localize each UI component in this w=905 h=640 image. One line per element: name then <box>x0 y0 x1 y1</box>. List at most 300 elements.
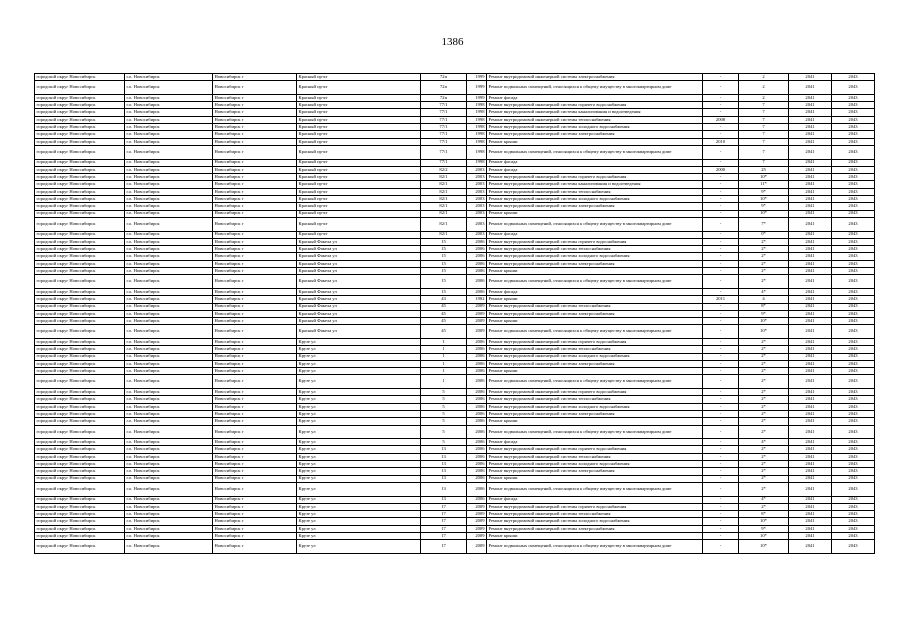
cell-street: Красный пр-кт <box>297 174 421 181</box>
cell-street: Красный пр-кт <box>297 94 421 101</box>
cell-start-year: 2041 <box>789 525 832 532</box>
cell-number: 7 <box>739 109 789 116</box>
table-row <box>35 518 875 525</box>
cell-work-type: Ремонт подвальных помещений, относящихся к общему имуществу в многоквартирном доме <box>487 540 703 554</box>
cell-number: 2* <box>739 253 789 260</box>
cell-house: 77/1 <box>421 124 467 131</box>
cell-year: 1998 <box>467 124 487 131</box>
cell-house: 82/1 <box>421 231 467 238</box>
cell-municipality: г.о. Новосибирск <box>125 318 213 325</box>
cell-house: 77/1 <box>421 159 467 166</box>
cell-municipality: г.о. Новосибирск <box>125 482 213 496</box>
cell-end-year: 2043 <box>832 102 875 109</box>
cell-street: Красный Факела ул <box>297 318 421 325</box>
cell-previous-repair: - <box>703 461 739 468</box>
cell-previous-repair: - <box>703 275 739 289</box>
cell-municipality: г.о. Новосибирск <box>125 375 213 389</box>
cell-previous-repair: - <box>703 210 739 217</box>
cell-work-type: Ремонт внутридомовой инженерной системы холодного водоснабжения <box>487 124 703 131</box>
cell-start-year: 2041 <box>789 410 832 417</box>
cell-start-year: 2041 <box>789 231 832 238</box>
cell-work-type: Ремонт крыши <box>487 138 703 145</box>
cell-start-year: 2041 <box>789 288 832 295</box>
cell-start-year: 2041 <box>789 540 832 554</box>
cell-municipality: г.о. Новосибирск <box>125 518 213 525</box>
cell-locality: Новосибирск г <box>213 303 297 310</box>
cell-street: Крузе ул <box>297 518 421 525</box>
cell-previous-repair: - <box>703 496 739 503</box>
cell-locality: Новосибирск г <box>213 94 297 101</box>
cell-municipality: г.о. Новосибирск <box>125 475 213 482</box>
cell-number: 2* <box>739 410 789 417</box>
cell-municipality: г.о. Новосибирск <box>125 196 213 203</box>
cell-house: 77/1 <box>421 145 467 159</box>
cell-year: 2009 <box>467 303 487 310</box>
cell-street: Красный пр-кт <box>297 217 421 231</box>
cell-municipality: г.о. Новосибирск <box>125 403 213 410</box>
cell-previous-repair: - <box>703 518 739 525</box>
cell-end-year: 2043 <box>832 533 875 540</box>
cell-year: 2003 <box>467 174 487 181</box>
cell-house: 5 <box>421 439 467 446</box>
cell-previous-repair: - <box>703 94 739 101</box>
cell-number: 2* <box>739 238 789 245</box>
cell-start-year: 2041 <box>789 338 832 345</box>
table-row <box>35 353 875 360</box>
cell-work-type: Ремонт внутридомовой инженерной системы электроснабжения <box>487 131 703 138</box>
table-row <box>35 231 875 238</box>
cell-previous-repair: - <box>703 131 739 138</box>
cell-work-type: Ремонт внутридомовой инженерной системы электроснабжения <box>487 203 703 210</box>
cell-start-year: 2041 <box>789 446 832 453</box>
cell-end-year: 2043 <box>832 525 875 532</box>
cell-district: городской округ Новосибирск <box>35 360 125 367</box>
cell-start-year: 2041 <box>789 360 832 367</box>
cell-municipality: г.о. Новосибирск <box>125 246 213 253</box>
cell-house: 17 <box>421 525 467 532</box>
cell-end-year: 2043 <box>832 138 875 145</box>
cell-end-year: 2043 <box>832 196 875 203</box>
cell-district: городской округ Новосибирск <box>35 238 125 245</box>
cell-start-year: 2041 <box>789 511 832 518</box>
cell-year: 2006 <box>467 346 487 353</box>
cell-year: 2006 <box>467 246 487 253</box>
cell-number: 2* <box>739 389 789 396</box>
cell-end-year: 2043 <box>832 288 875 295</box>
cell-number: 10* <box>739 540 789 554</box>
cell-year: 2003 <box>467 217 487 231</box>
cell-year: 2009 <box>467 540 487 554</box>
cell-locality: Новосибирск г <box>213 166 297 173</box>
cell-work-type: Ремонт внутридомовой инженерной системы горячего водоснабжения <box>487 446 703 453</box>
cell-start-year: 2041 <box>789 203 832 210</box>
cell-locality: Новосибирск г <box>213 102 297 109</box>
cell-street: Крузе ул <box>297 368 421 375</box>
cell-locality: Новосибирск г <box>213 275 297 289</box>
cell-previous-repair: - <box>703 439 739 446</box>
cell-end-year: 2043 <box>832 166 875 173</box>
cell-street: Красный пр-кт <box>297 210 421 217</box>
cell-work-type: Ремонт фасада <box>487 166 703 173</box>
cell-year: 2009 <box>467 511 487 518</box>
cell-previous-repair: - <box>703 238 739 245</box>
cell-previous-repair: 2011 <box>703 296 739 303</box>
cell-locality: Новосибирск г <box>213 461 297 468</box>
cell-house: 15 <box>421 288 467 295</box>
cell-locality: Новосибирск г <box>213 174 297 181</box>
cell-district: городской округ Новосибирск <box>35 94 125 101</box>
cell-previous-repair: - <box>703 217 739 231</box>
cell-work-type: Ремонт внутридомовой инженерной системы холодного водоснабжения <box>487 403 703 410</box>
cell-municipality: г.о. Новосибирск <box>125 461 213 468</box>
cell-previous-repair: - <box>703 475 739 482</box>
cell-district: городской округ Новосибирск <box>35 268 125 275</box>
cell-house: 82/1 <box>421 203 467 210</box>
cell-locality: Новосибирск г <box>213 238 297 245</box>
cell-house: 15 <box>421 275 467 289</box>
cell-previous-repair: - <box>703 310 739 317</box>
table-row <box>35 325 875 339</box>
cell-locality: Новосибирск г <box>213 131 297 138</box>
cell-number: 2* <box>739 453 789 460</box>
cell-street: Красный пр-кт <box>297 231 421 238</box>
cell-house: 15 <box>421 238 467 245</box>
cell-district: городской округ Новосибирск <box>35 124 125 131</box>
cell-end-year: 2043 <box>832 159 875 166</box>
cell-year: 2006 <box>467 375 487 389</box>
cell-municipality: г.о. Новосибирск <box>125 496 213 503</box>
cell-start-year: 2041 <box>789 461 832 468</box>
cell-street: Красный пр-кт <box>297 81 421 95</box>
capital-repair-table <box>34 73 875 554</box>
cell-number: 2* <box>739 338 789 345</box>
cell-end-year: 2043 <box>832 296 875 303</box>
cell-year: 2009 <box>467 318 487 325</box>
cell-municipality: г.о. Новосибирск <box>125 303 213 310</box>
cell-number: 4* <box>739 439 789 446</box>
cell-municipality: г.о. Новосибирск <box>125 425 213 439</box>
cell-previous-repair: - <box>703 396 739 403</box>
cell-year: 2009 <box>467 310 487 317</box>
table-row <box>35 496 875 503</box>
cell-start-year: 2041 <box>789 109 832 116</box>
cell-district: городской округ Новосибирск <box>35 253 125 260</box>
cell-municipality: г.о. Новосибирск <box>125 396 213 403</box>
cell-number: 2* <box>739 396 789 403</box>
cell-street: Крузе ул <box>297 353 421 360</box>
cell-district: городской округ Новосибирск <box>35 145 125 159</box>
cell-work-type: Ремонт внутридомовой инженерной системы теплоснабжения <box>487 346 703 353</box>
cell-locality: Новосибирск г <box>213 360 297 367</box>
cell-year: 2006 <box>467 338 487 345</box>
cell-number: 0* <box>739 231 789 238</box>
cell-previous-repair: - <box>703 188 739 195</box>
cell-district: городской округ Новосибирск <box>35 496 125 503</box>
cell-previous-repair: - <box>703 418 739 425</box>
cell-previous-repair: - <box>703 253 739 260</box>
cell-number: 2* <box>739 425 789 439</box>
cell-locality: Новосибирск г <box>213 518 297 525</box>
cell-previous-repair: - <box>703 231 739 238</box>
cell-end-year: 2043 <box>832 511 875 518</box>
cell-locality: Новосибирск г <box>213 353 297 360</box>
cell-locality: Новосибирск г <box>213 231 297 238</box>
cell-previous-repair: - <box>703 468 739 475</box>
cell-year: 2006 <box>467 389 487 396</box>
cell-previous-repair: - <box>703 203 739 210</box>
cell-end-year: 2043 <box>832 109 875 116</box>
table-row <box>35 410 875 417</box>
cell-district: городской округ Новосибирск <box>35 138 125 145</box>
cell-previous-repair: - <box>703 74 739 81</box>
cell-start-year: 2041 <box>789 253 832 260</box>
cell-previous-repair: - <box>703 346 739 353</box>
cell-house: 45 <box>421 303 467 310</box>
cell-year: 2006 <box>467 275 487 289</box>
cell-number: 2* <box>739 268 789 275</box>
cell-previous-repair: - <box>703 368 739 375</box>
cell-end-year: 2043 <box>832 368 875 375</box>
cell-street: Крузе ул <box>297 375 421 389</box>
cell-end-year: 2043 <box>832 131 875 138</box>
cell-street: Красный пр-кт <box>297 145 421 159</box>
cell-start-year: 2041 <box>789 210 832 217</box>
cell-house: 72п <box>421 81 467 95</box>
cell-end-year: 2043 <box>832 482 875 496</box>
cell-start-year: 2041 <box>789 260 832 267</box>
cell-street: Крузе ул <box>297 338 421 345</box>
cell-district: городской округ Новосибирск <box>35 203 125 210</box>
cell-work-type: Ремонт крыши <box>487 533 703 540</box>
cell-locality: Новосибирск г <box>213 217 297 231</box>
cell-start-year: 2041 <box>789 238 832 245</box>
cell-end-year: 2043 <box>832 353 875 360</box>
cell-end-year: 2043 <box>832 468 875 475</box>
cell-locality: Новосибирск г <box>213 525 297 532</box>
cell-number: 10* <box>739 196 789 203</box>
cell-end-year: 2043 <box>832 253 875 260</box>
cell-municipality: г.о. Новосибирск <box>125 203 213 210</box>
cell-district: городской округ Новосибирск <box>35 109 125 116</box>
cell-district: городской округ Новосибирск <box>35 246 125 253</box>
cell-municipality: г.о. Новосибирск <box>125 503 213 510</box>
table-row <box>35 310 875 317</box>
cell-locality: Новосибирск г <box>213 410 297 417</box>
cell-locality: Новосибирск г <box>213 446 297 453</box>
cell-number: 7 <box>739 116 789 123</box>
cell-district: городской округ Новосибирск <box>35 368 125 375</box>
cell-street: Красный Факела ул <box>297 253 421 260</box>
cell-previous-repair: - <box>703 174 739 181</box>
table-row <box>35 303 875 310</box>
cell-work-type: Ремонт внутридомовой инженерной системы горячего водоснабжения <box>487 102 703 109</box>
cell-municipality: г.о. Новосибирск <box>125 540 213 554</box>
cell-number: 2* <box>739 446 789 453</box>
cell-street: Красный пр-кт <box>297 188 421 195</box>
cell-previous-repair: - <box>703 124 739 131</box>
cell-municipality: г.о. Новосибирск <box>125 74 213 81</box>
cell-district: городской округ Новосибирск <box>35 418 125 425</box>
cell-district: городской округ Новосибирск <box>35 131 125 138</box>
cell-previous-repair: - <box>703 109 739 116</box>
cell-previous-repair: - <box>703 410 739 417</box>
cell-number: 7 <box>739 138 789 145</box>
cell-locality: Новосибирск г <box>213 403 297 410</box>
cell-district: городской округ Новосибирск <box>35 403 125 410</box>
table-row <box>35 439 875 446</box>
cell-number: 9* <box>739 203 789 210</box>
cell-municipality: г.о. Новосибирск <box>125 296 213 303</box>
cell-municipality: г.о. Новосибирск <box>125 310 213 317</box>
cell-number: 10* <box>739 518 789 525</box>
cell-municipality: г.о. Новосибирск <box>125 210 213 217</box>
cell-previous-repair: - <box>703 360 739 367</box>
cell-start-year: 2041 <box>789 116 832 123</box>
cell-municipality: г.о. Новосибирск <box>125 525 213 532</box>
cell-municipality: г.о. Новосибирск <box>125 81 213 95</box>
cell-house: 72п <box>421 94 467 101</box>
table-row <box>35 275 875 289</box>
cell-year: 2006 <box>467 453 487 460</box>
cell-street: Красный Факела ул <box>297 238 421 245</box>
cell-previous-repair: 2010 <box>703 138 739 145</box>
table-row <box>35 260 875 267</box>
cell-year: 2006 <box>467 253 487 260</box>
cell-previous-repair: - <box>703 81 739 95</box>
cell-municipality: г.о. Новосибирск <box>125 288 213 295</box>
cell-year: 2006 <box>467 496 487 503</box>
cell-work-type: Ремонт подвальных помещений, относящихся к общему имуществу в многоквартирном доме <box>487 81 703 95</box>
cell-number: 2* <box>739 360 789 367</box>
cell-municipality: г.о. Новосибирск <box>125 131 213 138</box>
cell-municipality: г.о. Новосибирск <box>125 511 213 518</box>
cell-work-type: Ремонт крыши <box>487 368 703 375</box>
cell-street: Красный пр-кт <box>297 131 421 138</box>
table-row <box>35 368 875 375</box>
cell-district: городской округ Новосибирск <box>35 275 125 289</box>
cell-street: Крузе ул <box>297 389 421 396</box>
cell-district: городской округ Новосибирск <box>35 533 125 540</box>
cell-start-year: 2041 <box>789 475 832 482</box>
cell-municipality: г.о. Новосибирск <box>125 268 213 275</box>
cell-start-year: 2041 <box>789 318 832 325</box>
cell-year: 2006 <box>467 238 487 245</box>
cell-number: 11* <box>739 181 789 188</box>
cell-end-year: 2043 <box>832 360 875 367</box>
cell-district: городской округ Новосибирск <box>35 525 125 532</box>
cell-municipality: г.о. Новосибирск <box>125 360 213 367</box>
cell-number: 2* <box>739 375 789 389</box>
cell-house: 1 <box>421 360 467 367</box>
cell-start-year: 2041 <box>789 81 832 95</box>
cell-previous-repair: - <box>703 268 739 275</box>
cell-start-year: 2041 <box>789 94 832 101</box>
cell-start-year: 2041 <box>789 482 832 496</box>
cell-end-year: 2043 <box>832 181 875 188</box>
cell-end-year: 2043 <box>832 94 875 101</box>
cell-municipality: г.о. Новосибирск <box>125 353 213 360</box>
cell-end-year: 2043 <box>832 238 875 245</box>
cell-district: городской округ Новосибирск <box>35 468 125 475</box>
cell-street: Красный пр-кт <box>297 124 421 131</box>
cell-house: 1 <box>421 346 467 353</box>
cell-district: городской округ Новосибирск <box>35 375 125 389</box>
cell-work-type: Ремонт внутридомовой инженерной системы горячего водоснабжения <box>487 338 703 345</box>
cell-street: Красный Факела ул <box>297 275 421 289</box>
cell-number: 2 <box>739 94 789 101</box>
cell-municipality: г.о. Новосибирск <box>125 109 213 116</box>
cell-number: 8* <box>739 511 789 518</box>
cell-number: 2* <box>739 275 789 289</box>
cell-house: 82/1 <box>421 181 467 188</box>
cell-previous-repair: 2000 <box>703 166 739 173</box>
cell-house: 17 <box>421 503 467 510</box>
cell-street: Красный пр-кт <box>297 203 421 210</box>
cell-district: городской округ Новосибирск <box>35 325 125 339</box>
cell-district: городской округ Новосибирск <box>35 81 125 95</box>
page-number: 1386 <box>441 36 464 48</box>
cell-work-type: Ремонт крыши <box>487 210 703 217</box>
cell-locality: Новосибирск г <box>213 368 297 375</box>
cell-end-year: 2043 <box>832 303 875 310</box>
cell-locality: Новосибирск г <box>213 159 297 166</box>
cell-house: 82/1 <box>421 174 467 181</box>
table-row <box>35 109 875 116</box>
cell-previous-repair: - <box>703 533 739 540</box>
cell-municipality: г.о. Новосибирск <box>125 145 213 159</box>
cell-house: 77/1 <box>421 109 467 116</box>
cell-number: 10* <box>739 318 789 325</box>
cell-street: Крузе ул <box>297 525 421 532</box>
table-body <box>35 74 875 554</box>
cell-year: 1998 <box>467 159 487 166</box>
cell-street: Красный пр-кт <box>297 102 421 109</box>
table-row <box>35 102 875 109</box>
cell-year: 2006 <box>467 482 487 496</box>
cell-street: Крузе ул <box>297 410 421 417</box>
table-row <box>35 94 875 101</box>
cell-district: городской округ Новосибирск <box>35 389 125 396</box>
cell-previous-repair: - <box>703 525 739 532</box>
cell-street: Крузе ул <box>297 468 421 475</box>
cell-locality: Новосибирск г <box>213 203 297 210</box>
cell-district: городской округ Новосибирск <box>35 453 125 460</box>
cell-start-year: 2041 <box>789 518 832 525</box>
cell-previous-repair: - <box>703 338 739 345</box>
cell-end-year: 2043 <box>832 338 875 345</box>
cell-house: 77/1 <box>421 138 467 145</box>
cell-district: городской округ Новосибирск <box>35 166 125 173</box>
cell-municipality: г.о. Новосибирск <box>125 102 213 109</box>
cell-street: Крузе ул <box>297 496 421 503</box>
cell-locality: Новосибирск г <box>213 181 297 188</box>
cell-municipality: г.о. Новосибирск <box>125 325 213 339</box>
cell-locality: Новосибирск г <box>213 540 297 554</box>
cell-year: 2006 <box>467 268 487 275</box>
cell-start-year: 2041 <box>789 159 832 166</box>
cell-locality: Новосибирск г <box>213 468 297 475</box>
cell-municipality: г.о. Новосибирск <box>125 260 213 267</box>
cell-municipality: г.о. Новосибирск <box>125 174 213 181</box>
cell-house: 13 <box>421 496 467 503</box>
cell-work-type: Ремонт внутридомовой инженерной системы электроснабжения <box>487 260 703 267</box>
cell-street: Крузе ул <box>297 403 421 410</box>
cell-street: Красный пр-кт <box>297 159 421 166</box>
cell-year: 2006 <box>467 260 487 267</box>
cell-number: 4* <box>739 288 789 295</box>
cell-street: Крузе ул <box>297 446 421 453</box>
cell-previous-repair: - <box>703 353 739 360</box>
